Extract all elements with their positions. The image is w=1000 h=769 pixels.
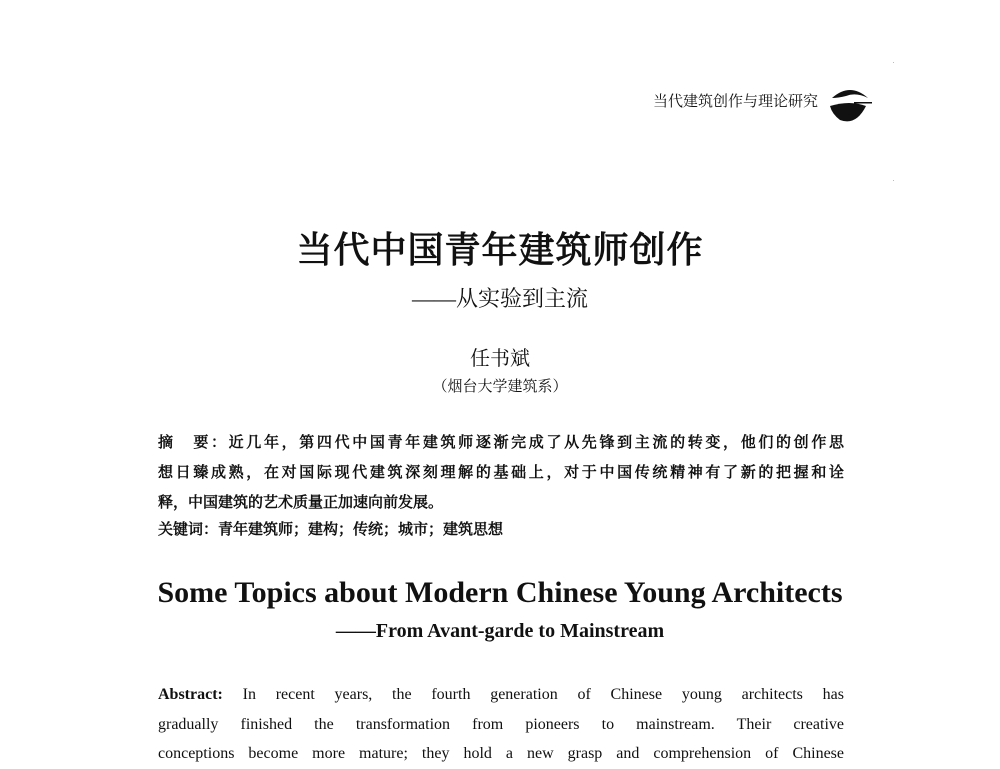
author-affiliation: （烟台大学建筑系） bbox=[432, 379, 568, 395]
abstract-cn-line: 摘 要：近几年，第四代中国青年建筑师逐渐完成了从先锋到主流的转变，他们的创作思 bbox=[158, 435, 844, 451]
abstract-en-label: Abstract: bbox=[158, 686, 223, 703]
abstract-en-line bbox=[158, 680, 844, 710]
abstract-en-text: In recent years, the fourth generation of Chinese young architects has bbox=[222, 686, 844, 703]
running-header: 当代建筑创作与理论研究 bbox=[652, 92, 818, 110]
english-title: Some Topics about Modern Chinese Young Architects bbox=[157, 576, 843, 609]
abstract-en bbox=[158, 680, 844, 769]
author-name: 任书斌 bbox=[470, 348, 530, 370]
scan-mark bbox=[893, 180, 894, 181]
abstract-en-line: gradually finished the transformation from pioneers to mainstream. Their creative bbox=[158, 715, 844, 733]
journal-logo-icon bbox=[826, 80, 874, 128]
english-subtitle: ——From Avant-garde to Mainstream bbox=[335, 620, 665, 642]
scan-mark bbox=[893, 62, 894, 63]
abstract-cn-line: 释，中国建筑的艺术质量正加速向前发展。 bbox=[158, 495, 444, 511]
keywords-cn: 关键词：青年建筑师；建构；传统；城市；建筑思想 bbox=[158, 522, 504, 538]
article-title: 当代中国青年建筑师创作 bbox=[296, 230, 704, 270]
article-subtitle: ——从实验到主流 bbox=[411, 286, 588, 311]
abstract-en-line: conceptions become more mature; they hold a new grasp and comprehension of Chinese bbox=[158, 745, 844, 762]
abstract-cn-line: 想日臻成熟，在对国际现代建筑深刻理解的基础上，对于中国传统精神有了新的把握和诠 bbox=[158, 465, 844, 481]
